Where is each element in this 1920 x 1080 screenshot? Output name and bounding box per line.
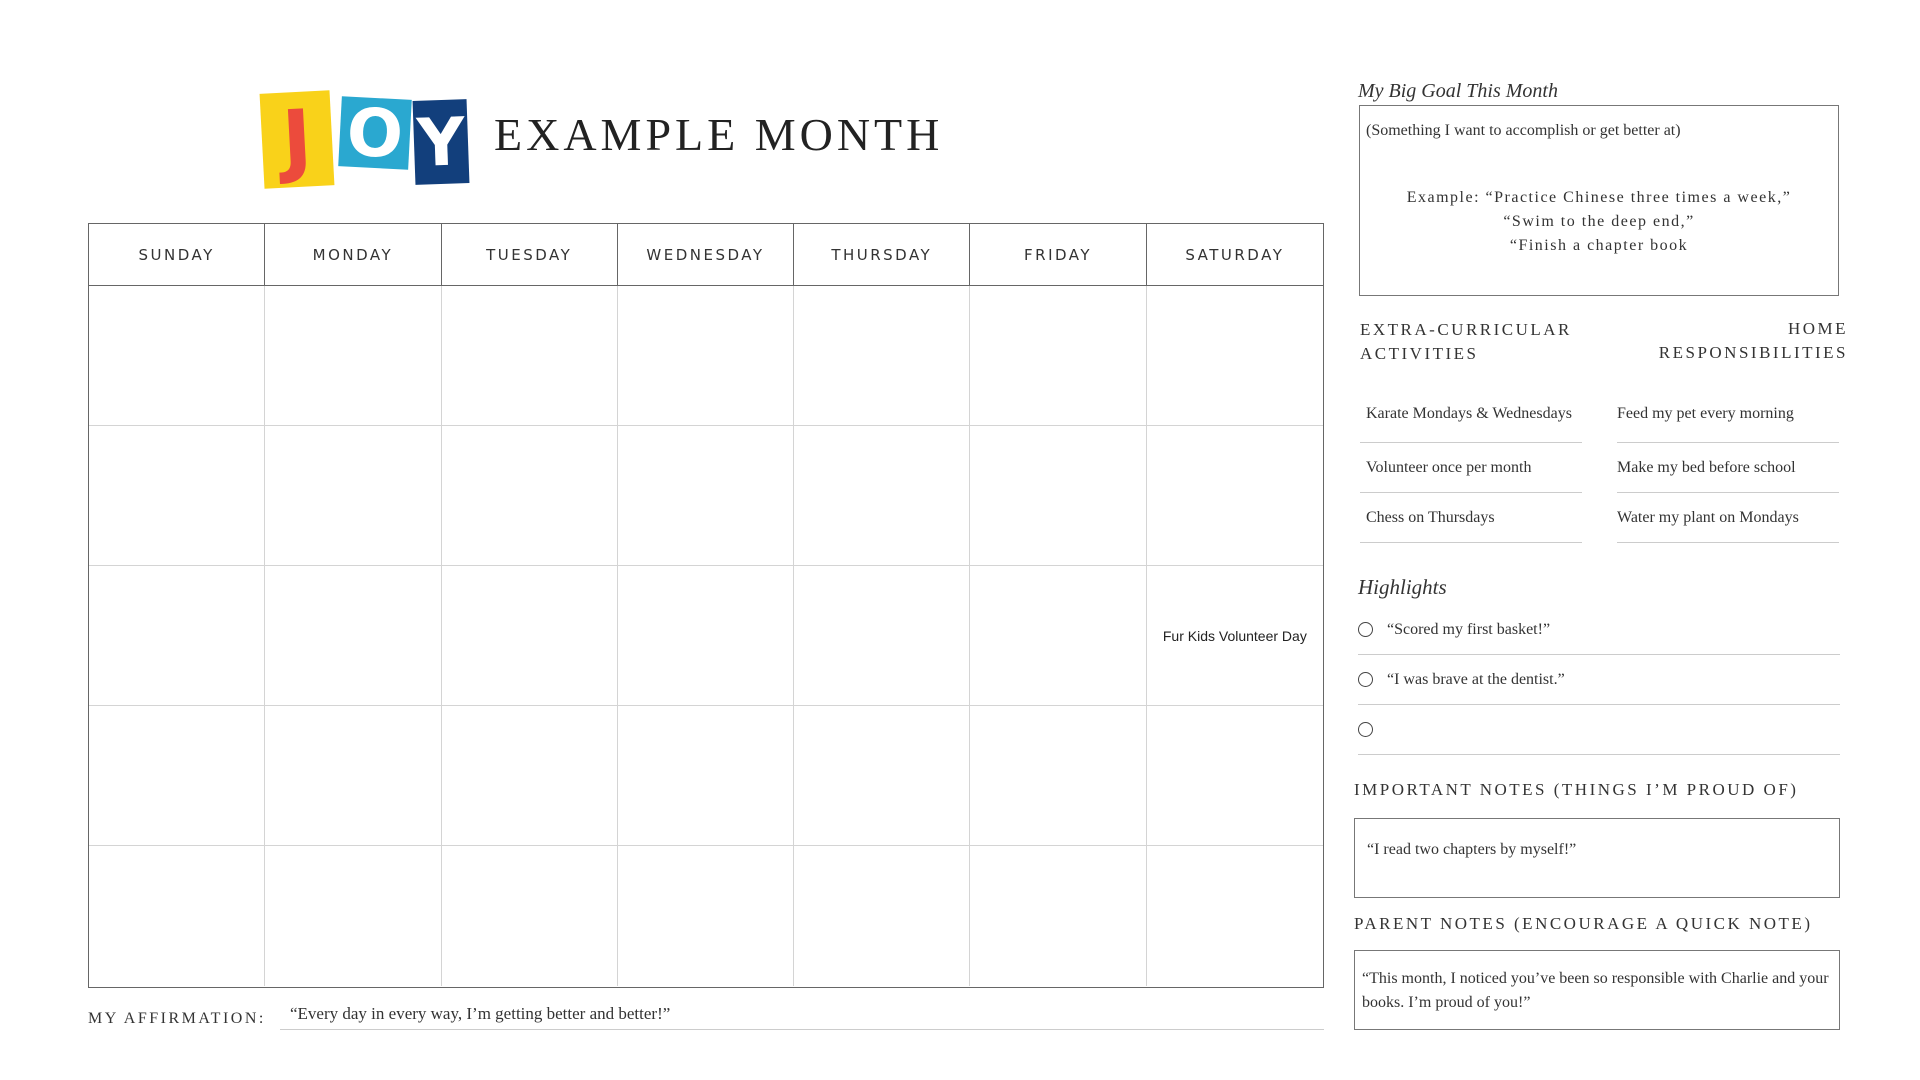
highlight-item xyxy=(1358,705,1840,755)
calendar-day-cell[interactable] xyxy=(970,286,1146,426)
calendar-day-cell[interactable] xyxy=(618,706,794,846)
checkbox-circle[interactable] xyxy=(1358,722,1373,737)
important-notes-title: IMPORTANT NOTES (THINGS I’M PROUD OF) xyxy=(1354,780,1799,799)
day-header-saturday: SATURDAY xyxy=(1185,245,1285,264)
calendar-day-cell[interactable] xyxy=(265,566,441,706)
responsibility-item[interactable]: Water my plant on Mondays xyxy=(1617,493,1839,543)
calendar-day-cell[interactable] xyxy=(442,846,618,986)
calendar-day-cell[interactable] xyxy=(89,706,265,846)
calendar-day-cell[interactable] xyxy=(1147,706,1323,846)
joy-logo xyxy=(262,90,472,190)
day-header-friday: FRIDAY xyxy=(970,224,1146,285)
responsibilities-heading-line: HOME xyxy=(1787,319,1848,338)
calendar-day-cell[interactable] xyxy=(618,846,794,986)
affirmation-underline xyxy=(280,1029,1324,1030)
calendar-day-cell[interactable] xyxy=(970,706,1146,846)
activities-list xyxy=(1360,385,1582,543)
calendar-day-cell[interactable] xyxy=(442,286,618,426)
responsibilities-heading xyxy=(1600,317,1848,365)
goal-example-line: “Finish a chapter book xyxy=(1509,237,1689,254)
calendar-header xyxy=(89,224,1323,286)
responsibility-item[interactable]: Feed my pet every morning xyxy=(1617,385,1839,443)
logo-letter-o: O xyxy=(338,96,412,170)
parent-notes-title: PARENT NOTES (ENCOURAGE A QUICK NOTE) xyxy=(1354,914,1813,933)
responsibilities-list xyxy=(1617,385,1839,543)
highlight-item xyxy=(1358,605,1840,655)
logo-letter-j: J xyxy=(260,90,335,189)
calendar-day-cell[interactable] xyxy=(970,426,1146,566)
highlights-title: Highlights xyxy=(1358,575,1447,599)
calendar-day-cell[interactable] xyxy=(265,846,441,986)
day-header-wednesday: WEDNESDAY xyxy=(618,224,794,285)
parent-notes-box[interactable]: “This month, I noticed you’ve been so responsible with Charlie and your books. I’m proud of you!” xyxy=(1354,950,1840,1030)
checkbox-circle[interactable] xyxy=(1358,672,1373,687)
month-title: EXAMPLE MONTH xyxy=(494,109,944,160)
highlights-list xyxy=(1358,605,1840,755)
calendar-day-cell[interactable] xyxy=(1147,426,1323,566)
calendar-day-cell[interactable]: Fur Kids Volunteer Day xyxy=(1147,566,1323,706)
calendar-day-cell[interactable] xyxy=(1147,846,1323,986)
activities-heading-line: EXTRA-CURRICULAR xyxy=(1360,320,1572,339)
calendar-day-cell[interactable] xyxy=(618,286,794,426)
responsibility-item[interactable]: Make my bed before school xyxy=(1617,443,1839,493)
activity-item[interactable]: Karate Mondays & Wednesdays xyxy=(1360,385,1582,443)
activities-heading-line: ACTIVITIES xyxy=(1360,344,1479,363)
activity-item[interactable]: Chess on Thursdays xyxy=(1360,493,1582,543)
calendar-day-cell[interactable] xyxy=(794,286,970,426)
calendar-day-cell[interactable] xyxy=(794,426,970,566)
goal-box[interactable] xyxy=(1359,105,1839,296)
calendar-day-cell[interactable] xyxy=(794,706,970,846)
calendar-day-cell[interactable] xyxy=(442,706,618,846)
calendar-day-cell[interactable] xyxy=(89,846,265,986)
calendar-day-cell[interactable] xyxy=(89,286,265,426)
logo-letter-y: Y xyxy=(413,99,470,185)
responsibilities-heading-line: RESPONSIBILITIES xyxy=(1658,343,1848,362)
calendar-day-cell[interactable] xyxy=(794,846,970,986)
calendar-day-cell[interactable] xyxy=(1147,286,1323,426)
calendar-day-cell[interactable] xyxy=(442,566,618,706)
affirmation-label: MY AFFIRMATION: xyxy=(88,1010,266,1027)
calendar-day-cell[interactable] xyxy=(89,566,265,706)
important-notes-box[interactable]: “I read two chapters by myself!” xyxy=(1354,818,1840,898)
calendar-day-cell[interactable] xyxy=(265,426,441,566)
highlight-text[interactable]: “I was brave at the dentist.” xyxy=(1387,670,1565,688)
activity-item[interactable]: Volunteer once per month xyxy=(1360,443,1582,493)
calendar-day-cell[interactable] xyxy=(618,566,794,706)
day-header-thursday: THURSDAY xyxy=(794,224,970,285)
affirmation-text[interactable]: “Every day in every way, I’m getting better and better!” xyxy=(290,1004,671,1023)
calendar-grid xyxy=(88,223,1324,988)
calendar-day-cell[interactable] xyxy=(89,426,265,566)
goal-subtitle: (Something I want to accomplish or get better at) xyxy=(1366,122,1681,139)
goal-example-line: Example: “Practice Chinese three times a week,” xyxy=(1406,189,1792,206)
highlight-item xyxy=(1358,655,1840,705)
day-header-tuesday: TUESDAY xyxy=(442,224,618,285)
goal-example-line: “Swim to the deep end,” xyxy=(1503,213,1695,230)
calendar-day-cell[interactable] xyxy=(442,426,618,566)
calendar-day-cell[interactable] xyxy=(265,286,441,426)
activities-heading xyxy=(1360,318,1572,366)
calendar-day-cell[interactable] xyxy=(265,706,441,846)
highlight-text[interactable]: “Scored my first basket!” xyxy=(1387,620,1551,638)
goal-title: My Big Goal This Month xyxy=(1358,80,1558,102)
calendar-day-cell[interactable] xyxy=(794,566,970,706)
goal-example xyxy=(1360,186,1838,258)
day-header-sunday: SUNDAY xyxy=(89,224,265,285)
day-header-monday: MONDAY xyxy=(265,224,441,285)
calendar-body xyxy=(89,286,1323,986)
checkbox-circle[interactable] xyxy=(1358,622,1373,637)
calendar-day-cell[interactable] xyxy=(618,426,794,566)
calendar-day-cell[interactable] xyxy=(970,566,1146,706)
calendar-day-cell[interactable] xyxy=(970,846,1146,986)
